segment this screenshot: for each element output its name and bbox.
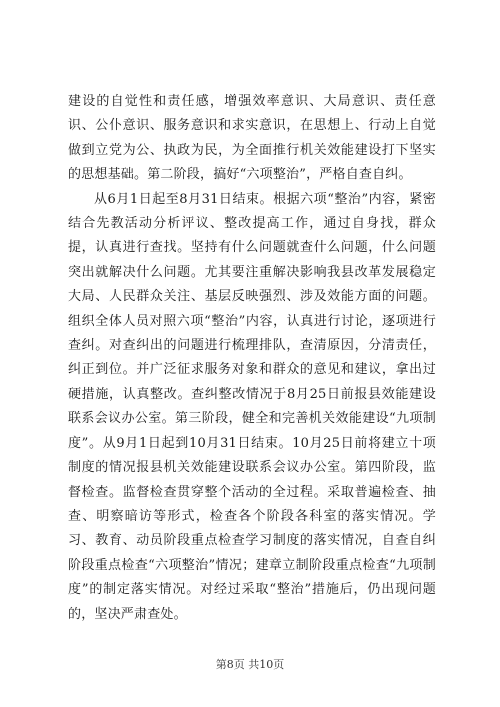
page-footer: 第8页 共10页	[215, 658, 285, 671]
paragraph-main: 从6月1日起至8月31日结束。根据六项“整治”内容，紧密结合先教活动分析评议、整改提高工作，通过自身找，群众提，认真进行查找。坚持有什么问题就查什么问题，什么问题突出就解决什么问题。尤其要注重解决影响我县改革发展稳定大局、人民群众关注、基层反映强烈、涉及效能方面的问题。组织全体人员对照六项“整治”内容，认真进行讨论，逐项进行查纠。对查纠出的问题进行梳理排队，查清原因，分清责任，纠正到位。并广泛征求服务对象和群众的意见和建议，拿出过硬措施，认真整改。查纠整改情况于8月25日前报县效能建设联系会议办公室。第三阶段，健全和完善机关效能建设“九项制度”。从9月1日起到10月31日结束。10月25日前将建立十项制度的情况报县机关效能建设联系会议办公室。第四阶段，监督检查。监督检查贯穿整个活动的全过程。采取普遍检查、抽查、明察暗访等形式，检查各个阶段各科室的落实情况。学习、教育、动员阶段重点检查学习制度的落实情况，自查自纠阶段重点检查“六项整治”情况；建章立制阶段重点检查“九项制度”的制定落实情况。对经过采取“整治”措施后，仍出现问题的，坚决严肃查处。	[68, 191, 436, 622]
paragraph-continuation: 建设的自觉性和责任感，增强效率意识、大局意识、责任意识、公仆意识、服务意识和求实意识，在思想上、行动上自觉做到立党为公、执政为民，为全面推行机关效能建设打下坚实的思想基础。第二阶段，搞好“六项整治”，严格自查自纠。	[68, 94, 436, 183]
document-body	[68, 90, 436, 627]
